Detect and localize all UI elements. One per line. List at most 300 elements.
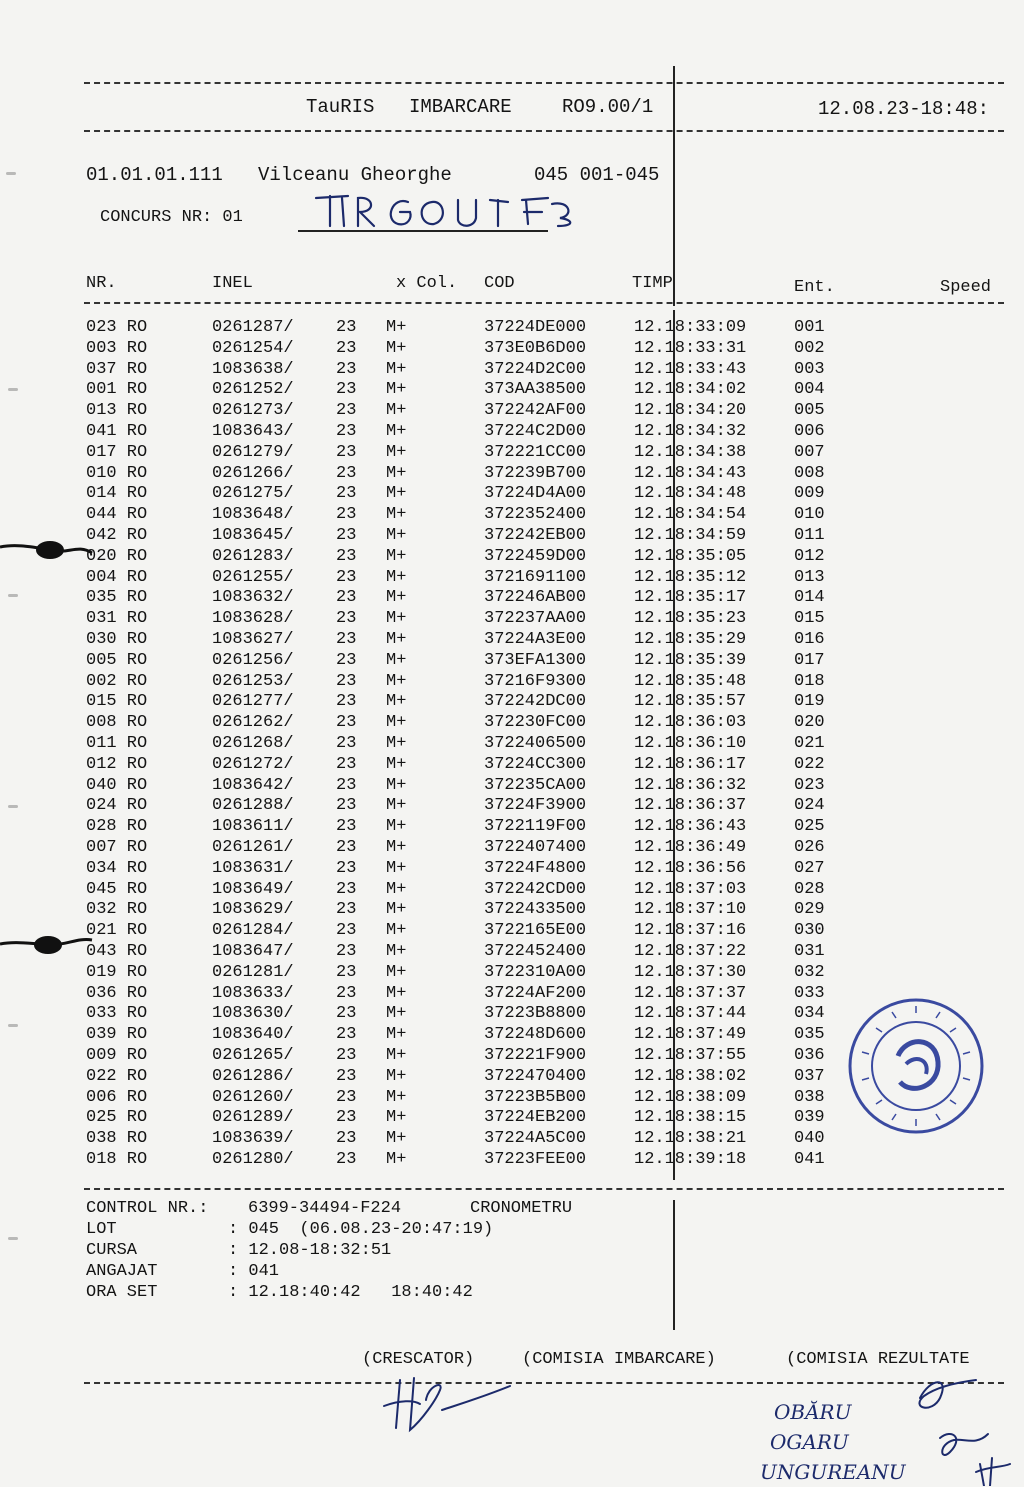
ring-number: 1083633/ <box>212 983 294 1003</box>
boarding-time: 12.18:35:12 <box>634 567 747 587</box>
boarding-time: 12.18:34:32 <box>634 422 747 441</box>
ring-year: 23 <box>336 1066 357 1086</box>
bird-category: M+ <box>386 1004 407 1024</box>
angajat-label: ANGAJAT <box>86 1262 158 1281</box>
ring-year: 23 <box>336 1046 357 1065</box>
chip-code: 37223B8800 <box>484 1004 587 1024</box>
ring-number: 1083643/ <box>212 422 294 441</box>
ring-number: 0261286/ <box>212 1066 294 1086</box>
entry-number: 017 <box>794 650 825 670</box>
ring-number: 1083642/ <box>212 775 294 795</box>
entry-number: 020 <box>794 713 825 733</box>
entry-number: 039 <box>794 1108 825 1128</box>
chip-code: 3722119F00 <box>484 817 587 837</box>
ring-year: 23 <box>336 630 357 649</box>
entry-number: 019 <box>794 692 825 712</box>
entry-number: 010 <box>794 505 825 525</box>
ring-country: 004 RO <box>86 567 148 587</box>
ring-country: 001 RO <box>86 380 148 400</box>
ring-country: 036 RO <box>86 983 148 1003</box>
handwritten-name-2: OGARU <box>770 1430 849 1454</box>
ring-year: 23 <box>336 775 357 795</box>
entry-number: 006 <box>794 422 825 441</box>
entry-number: 022 <box>794 754 825 774</box>
boarding-time: 12.18:35:48 <box>634 671 747 691</box>
chip-code: 372221F900 <box>484 1046 587 1065</box>
bird-category: M+ <box>386 858 407 878</box>
ring-number: 0261277/ <box>212 692 294 712</box>
ring-number: 0261265/ <box>212 1046 294 1065</box>
ring-number: 0261275/ <box>212 484 294 504</box>
ring-year: 23 <box>336 380 357 400</box>
chip-code: 3722165E00 <box>484 921 587 941</box>
chip-code: 3721691100 <box>484 567 587 587</box>
entry-number: 004 <box>794 380 825 400</box>
entry-number: 011 <box>794 526 825 545</box>
entry-number: 041 <box>794 1150 825 1169</box>
ring-number: 1083628/ <box>212 609 294 629</box>
bird-category: M+ <box>386 775 407 795</box>
ring-country: 021 RO <box>86 921 148 941</box>
ring-country: 022 RO <box>86 1066 148 1086</box>
ring-year: 23 <box>336 671 357 691</box>
ring-country: 043 RO <box>86 942 148 961</box>
ring-year: 23 <box>336 1129 357 1149</box>
ring-year: 23 <box>336 338 357 358</box>
official-stamp <box>846 996 986 1136</box>
boarding-time: 12.18:37:49 <box>634 1025 747 1045</box>
ring-country: 003 RO <box>86 338 148 358</box>
chip-code: 372242AF00 <box>484 401 587 421</box>
ring-year: 23 <box>336 1087 357 1107</box>
entry-number: 001 <box>794 318 825 337</box>
boarding-time: 12.18:37:10 <box>634 900 747 920</box>
bird-category: M+ <box>386 1025 407 1045</box>
boarding-time: 12.18:33:31 <box>634 338 747 358</box>
ring-year: 23 <box>336 359 357 379</box>
ring-year: 23 <box>336 962 357 982</box>
entry-number: 038 <box>794 1087 825 1107</box>
boarding-time: 12.18:35:05 <box>634 546 747 566</box>
chip-code: 373E0B6D00 <box>484 338 587 358</box>
chip-code: 3722470400 <box>484 1066 587 1086</box>
ring-year: 23 <box>336 1025 357 1045</box>
fancier-code: 01.01.01.111 <box>86 164 223 186</box>
boarding-commission-label: (COMISIA IMBARCARE) <box>522 1350 716 1369</box>
control-value: 6399-34494-F224 <box>248 1199 402 1218</box>
ring-country: 042 RO <box>86 526 148 545</box>
boarding-time: 12.18:37:30 <box>634 962 747 982</box>
boarding-time: 12.18:37:55 <box>634 1046 747 1065</box>
bird-category: M+ <box>386 1150 407 1169</box>
chip-code: 372246AB00 <box>484 588 587 608</box>
ring-number: 0261289/ <box>212 1108 294 1128</box>
chip-code: 37224CC300 <box>484 754 587 774</box>
bird-category: M+ <box>386 838 407 857</box>
chip-code: 3722459D00 <box>484 546 587 566</box>
results-commission-label: (COMISIA REZULTATE <box>786 1350 970 1369</box>
boarding-time: 12.18:36:43 <box>634 817 747 837</box>
ring-country: 031 RO <box>86 609 148 629</box>
entry-number: 034 <box>794 1004 825 1024</box>
ring-country: 007 RO <box>86 838 148 857</box>
ring-country: 002 RO <box>86 671 148 691</box>
entry-number: 008 <box>794 463 825 483</box>
ring-number: 0261287/ <box>212 318 294 337</box>
entry-number: 014 <box>794 588 825 608</box>
header-version: RO9.00/1 <box>562 96 654 118</box>
ring-country: 037 RO <box>86 359 148 379</box>
ring-year: 23 <box>336 505 357 525</box>
boarding-time: 12.18:36:10 <box>634 734 747 753</box>
boarding-time: 12.18:37:03 <box>634 879 747 899</box>
header-title: IMBARCARE <box>409 96 512 118</box>
lot-label: LOT <box>86 1220 117 1239</box>
boarding-time: 12.18:34:20 <box>634 401 747 421</box>
boarding-time: 12.18:34:43 <box>634 463 747 483</box>
ring-number: 0261283/ <box>212 546 294 566</box>
chip-code: 37224A5C00 <box>484 1129 587 1149</box>
column-header-time: TIMP <box>632 274 673 293</box>
boarding-time: 12.18:36:49 <box>634 838 747 857</box>
ring-country: 033 RO <box>86 1004 148 1024</box>
bird-category: M+ <box>386 567 407 587</box>
ring-country: 012 RO <box>86 754 148 774</box>
entry-number: 016 <box>794 630 825 649</box>
bird-category: M+ <box>386 526 407 545</box>
boarding-time: 12.18:35:39 <box>634 650 747 670</box>
ring-country: 020 RO <box>86 546 148 566</box>
bird-category: M+ <box>386 422 407 441</box>
bird-category: M+ <box>386 962 407 982</box>
boarding-time: 12.18:33:09 <box>634 318 747 337</box>
bird-category: M+ <box>386 442 407 462</box>
bird-category: M+ <box>386 754 407 774</box>
ring-year: 23 <box>336 713 357 733</box>
ring-year: 23 <box>336 983 357 1003</box>
boarding-time: 12.18:36:32 <box>634 775 747 795</box>
ring-number: 0261260/ <box>212 1087 294 1107</box>
ring-year: 23 <box>336 401 357 421</box>
ring-number: 0261266/ <box>212 463 294 483</box>
boarding-time: 12.18:35:17 <box>634 588 747 608</box>
column-header-ent: Ent. <box>794 278 835 297</box>
handwritten-name-1: OBĂRU <box>774 1400 852 1424</box>
chip-code: 3722433500 <box>484 900 587 920</box>
lot-value: : 045 (06.08.23-20:47:19) <box>228 1220 494 1239</box>
bird-category: M+ <box>386 879 407 899</box>
ring-year: 23 <box>336 442 357 462</box>
cursa-label: CURSA <box>86 1241 138 1260</box>
fancier-name: Vilceanu Gheorghe <box>258 164 452 186</box>
ring-country: 032 RO <box>86 900 148 920</box>
ring-country: 009 RO <box>86 1046 148 1065</box>
entry-number: 023 <box>794 775 825 795</box>
entry-number: 021 <box>794 734 825 753</box>
ring-year: 23 <box>336 463 357 483</box>
boarding-time: 12.18:36:17 <box>634 754 747 774</box>
ring-number: 0261268/ <box>212 734 294 753</box>
bird-category: M+ <box>386 900 407 920</box>
boarding-time: 12.18:35:57 <box>634 692 747 712</box>
ring-number: 0261272/ <box>212 754 294 774</box>
ring-year: 23 <box>336 422 357 441</box>
bird-category: M+ <box>386 401 407 421</box>
ring-country: 035 RO <box>86 588 148 608</box>
boarding-time: 12.18:37:22 <box>634 942 747 961</box>
handwritten-name-3: UNGUREANU <box>760 1460 906 1484</box>
chip-code: 37224EB200 <box>484 1108 587 1128</box>
ring-number: 0261254/ <box>212 338 294 358</box>
chip-code: 372242CD00 <box>484 879 587 899</box>
chip-code: 37224A3E00 <box>484 630 587 649</box>
ring-number: 0261281/ <box>212 962 294 982</box>
contest-place-handwriting <box>312 190 582 238</box>
breeder-signature-label: (CRESCATOR) <box>362 1350 475 1369</box>
bird-category: M+ <box>386 505 407 525</box>
bird-category: M+ <box>386 713 407 733</box>
chip-code: 37223B5B00 <box>484 1087 587 1107</box>
contest-label: CONCURS NR: 01 <box>100 208 243 227</box>
chip-code: 3722352400 <box>484 505 587 525</box>
boarding-time: 12.18:34:48 <box>634 484 747 504</box>
ring-country: 040 RO <box>86 775 148 795</box>
ring-country: 034 RO <box>86 858 148 878</box>
chip-code: 372242DC00 <box>484 692 587 712</box>
boarding-time: 12.18:33:43 <box>634 359 747 379</box>
ring-year: 23 <box>336 1150 357 1169</box>
ring-country: 017 RO <box>86 442 148 462</box>
ring-country: 044 RO <box>86 505 148 525</box>
column-header-speed: Speed <box>940 278 992 297</box>
chip-code: 3722310A00 <box>484 962 587 982</box>
entry-number: 036 <box>794 1046 825 1065</box>
chip-code: 37216F9300 <box>484 671 587 691</box>
entry-number: 025 <box>794 817 825 837</box>
bird-category: M+ <box>386 463 407 483</box>
bird-category: M+ <box>386 983 407 1003</box>
chip-code: 3722452400 <box>484 942 587 961</box>
boarding-time: 12.18:37:37 <box>634 983 747 1003</box>
ring-year: 23 <box>336 526 357 545</box>
chip-code: 372248D600 <box>484 1025 587 1045</box>
ring-number: 0261284/ <box>212 921 294 941</box>
boarding-time: 12.18:39:18 <box>634 1150 747 1169</box>
ring-year: 23 <box>336 318 357 337</box>
boarding-time: 12.18:36:56 <box>634 858 747 878</box>
ring-number: 1083647/ <box>212 942 294 961</box>
ring-country: 030 RO <box>86 630 148 649</box>
vertical-fold-line <box>673 310 675 1180</box>
ring-year: 23 <box>336 942 357 961</box>
ring-number: 0261256/ <box>212 650 294 670</box>
bird-category: M+ <box>386 338 407 358</box>
chip-code: 372237AA00 <box>484 609 587 629</box>
breeder-signature <box>380 1370 520 1440</box>
entry-number: 031 <box>794 942 825 961</box>
entry-number: 015 <box>794 609 825 629</box>
device-label: CRONOMETRU <box>470 1199 573 1218</box>
boarding-time: 12.18:34:02 <box>634 380 747 400</box>
chip-code: 372221CC00 <box>484 442 587 462</box>
bird-category: M+ <box>386 817 407 837</box>
chip-code: 37224F4800 <box>484 858 587 878</box>
boarding-time: 12.18:38:02 <box>634 1066 747 1086</box>
bird-category: M+ <box>386 1066 407 1086</box>
bird-category: M+ <box>386 609 407 629</box>
bird-category: M+ <box>386 359 407 379</box>
ring-country: 013 RO <box>86 401 148 421</box>
ring-country: 039 RO <box>86 1025 148 1045</box>
fancier-birds: 045 001-045 <box>534 164 660 186</box>
chip-code: 372230FC00 <box>484 713 587 733</box>
ring-number: 1083629/ <box>212 900 294 920</box>
entry-number: 040 <box>794 1129 825 1149</box>
entry-number: 032 <box>794 962 825 982</box>
header-system: TauRIS <box>306 96 375 118</box>
ring-year: 23 <box>336 567 357 587</box>
boarding-time: 12.18:38:09 <box>634 1087 747 1107</box>
ring-number: 0261288/ <box>212 796 294 816</box>
column-header-nr: NR. <box>86 274 117 293</box>
ring-country: 028 RO <box>86 817 148 837</box>
entry-number: 013 <box>794 567 825 587</box>
ring-country: 041 RO <box>86 422 148 441</box>
ink-blot-mark <box>0 930 95 960</box>
bird-category: M+ <box>386 318 407 337</box>
chip-code: 373AA38500 <box>484 380 587 400</box>
boarding-time: 12.18:36:03 <box>634 713 747 733</box>
ring-number: 0261273/ <box>212 401 294 421</box>
ring-number: 1083640/ <box>212 1025 294 1045</box>
ring-number: 0261252/ <box>212 380 294 400</box>
ring-country: 010 RO <box>86 463 148 483</box>
entry-number: 009 <box>794 484 825 504</box>
ring-year: 23 <box>336 692 357 712</box>
entry-number: 005 <box>794 401 825 421</box>
bird-category: M+ <box>386 921 407 941</box>
ink-blot-mark <box>0 535 95 565</box>
entry-number: 028 <box>794 879 825 899</box>
bird-category: M+ <box>386 380 407 400</box>
column-header-cod: COD <box>484 274 515 293</box>
cursa-value: : 12.08-18:32:51 <box>228 1241 392 1260</box>
ring-year: 23 <box>336 588 357 608</box>
ring-year: 23 <box>336 921 357 941</box>
angajat-value: : 041 <box>228 1262 280 1281</box>
ring-year: 23 <box>336 817 357 837</box>
ring-year: 23 <box>336 734 357 753</box>
bird-category: M+ <box>386 650 407 670</box>
ring-number: 0261261/ <box>212 838 294 857</box>
bird-category: M+ <box>386 630 407 649</box>
bird-category: M+ <box>386 1087 407 1107</box>
bird-category: M+ <box>386 692 407 712</box>
entry-number: 003 <box>794 359 825 379</box>
ring-number: 0261262/ <box>212 713 294 733</box>
ring-year: 23 <box>336 796 357 816</box>
ring-year: 23 <box>336 879 357 899</box>
control-label: CONTROL NR.: <box>86 1199 209 1218</box>
boarding-time: 12.18:38:15 <box>634 1108 747 1128</box>
boarding-time: 12.18:34:38 <box>634 442 747 462</box>
vertical-fold-line <box>673 1200 675 1330</box>
ring-year: 23 <box>336 609 357 629</box>
bird-category: M+ <box>386 671 407 691</box>
chip-code: 372239B700 <box>484 463 587 483</box>
entry-number: 035 <box>794 1025 825 1045</box>
header-datetime: 12.08.23-18:48: <box>818 98 990 120</box>
ring-number: 1083632/ <box>212 588 294 608</box>
ring-year: 23 <box>336 838 357 857</box>
chip-code: 37223FEE00 <box>484 1150 587 1169</box>
ring-number: 0261280/ <box>212 1150 294 1169</box>
ora-set-value: : 12.18:40:42 18:40:42 <box>228 1283 473 1302</box>
chip-code: 37224C2D00 <box>484 422 587 441</box>
ring-year: 23 <box>336 1108 357 1128</box>
ring-country: 015 RO <box>86 692 148 712</box>
ring-number: 0261253/ <box>212 671 294 691</box>
ring-number: 1083611/ <box>212 817 294 837</box>
boarding-time: 12.18:37:16 <box>634 921 747 941</box>
entry-number: 027 <box>794 858 825 878</box>
column-header-inel: INEL <box>212 274 253 293</box>
entry-number: 007 <box>794 442 825 462</box>
ring-year: 23 <box>336 546 357 566</box>
boarding-time: 12.18:37:44 <box>634 1004 747 1024</box>
ring-number: 1083648/ <box>212 505 294 525</box>
entry-number: 024 <box>794 796 825 816</box>
ora-set-label: ORA SET <box>86 1283 158 1302</box>
entry-number: 037 <box>794 1066 825 1086</box>
column-header-col: x Col. <box>396 274 458 293</box>
bird-category: M+ <box>386 1129 407 1149</box>
chip-code: 3722407400 <box>484 838 587 857</box>
ring-number: 1083627/ <box>212 630 294 649</box>
ring-country: 005 RO <box>86 650 148 670</box>
ring-number: 1083645/ <box>212 526 294 545</box>
bird-category: M+ <box>386 1108 407 1128</box>
ring-year: 23 <box>336 754 357 774</box>
bird-category: M+ <box>386 796 407 816</box>
bird-category: M+ <box>386 1046 407 1065</box>
bird-category: M+ <box>386 484 407 504</box>
entry-number: 002 <box>794 338 825 358</box>
boarding-time: 12.18:36:37 <box>634 796 747 816</box>
ring-country: 038 RO <box>86 1129 148 1149</box>
ring-country: 014 RO <box>86 484 148 504</box>
bird-category: M+ <box>386 588 407 608</box>
ring-number: 1083639/ <box>212 1129 294 1149</box>
ring-country: 025 RO <box>86 1108 148 1128</box>
ring-number: 1083649/ <box>212 879 294 899</box>
ring-country: 024 RO <box>86 796 148 816</box>
ring-number: 0261279/ <box>212 442 294 462</box>
entry-number: 029 <box>794 900 825 920</box>
ring-country: 018 RO <box>86 1150 148 1169</box>
ring-country: 011 RO <box>86 734 148 753</box>
boarding-time: 12.18:34:59 <box>634 526 747 545</box>
ring-year: 23 <box>336 1004 357 1024</box>
ring-number: 1083638/ <box>212 359 294 379</box>
ring-country: 006 RO <box>86 1087 148 1107</box>
bird-category: M+ <box>386 734 407 753</box>
chip-code: 37224DE000 <box>484 318 587 337</box>
chip-code: 372235CA00 <box>484 775 587 795</box>
ring-country: 019 RO <box>86 962 148 982</box>
ring-year: 23 <box>336 484 357 504</box>
boarding-time: 12.18:35:23 <box>634 609 747 629</box>
